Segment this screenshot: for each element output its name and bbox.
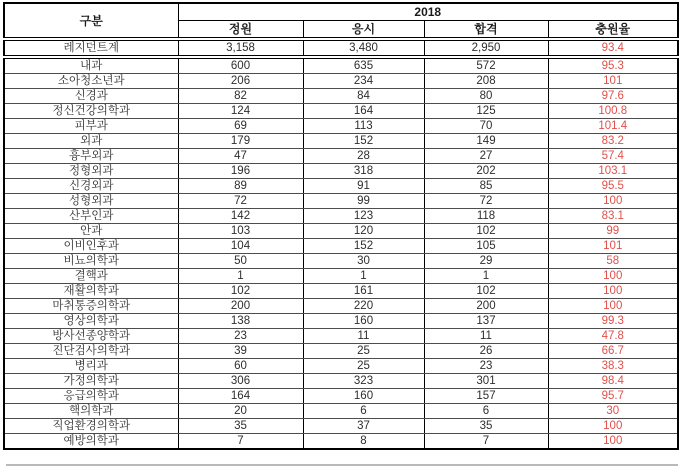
- applied-cell: 8: [303, 434, 424, 450]
- table-row: [4, 314, 678, 329]
- table-row: [4, 284, 678, 299]
- fill-rate-cell: 100: [548, 269, 678, 284]
- fill-rate-cell: 66.7: [548, 344, 678, 359]
- department-cell: 내과: [4, 57, 178, 74]
- quota-cell: 20: [178, 404, 303, 419]
- passed-cell: 102: [424, 224, 548, 239]
- department-cell: 직업환경의학과: [4, 419, 178, 434]
- table-row: [4, 57, 678, 74]
- fill-rate-cell: 100: [548, 419, 678, 434]
- fill-rate-cell: 100: [548, 194, 678, 209]
- department-cell: 진단검사의학과: [4, 344, 178, 359]
- table-row: [4, 179, 678, 194]
- col-header-year-2018: 2018: [178, 3, 678, 21]
- fill-rate-cell: 99: [548, 224, 678, 239]
- applied-cell: 1: [303, 269, 424, 284]
- department-cell: 재활의학과: [4, 284, 178, 299]
- fill-rate-cell: 101: [548, 74, 678, 89]
- applied-cell: 220: [303, 299, 424, 314]
- quota-cell: 1: [178, 269, 303, 284]
- fill-rate-cell: 101.4: [548, 119, 678, 134]
- applied-cell: 164: [303, 104, 424, 119]
- quota-cell: 104: [178, 239, 303, 254]
- passed-cell: 29: [424, 254, 548, 269]
- passed-cell: 202: [424, 164, 548, 179]
- quota-cell: 82: [178, 89, 303, 104]
- quota-cell: 600: [178, 57, 303, 74]
- passed-cell: 149: [424, 134, 548, 149]
- quota-cell: 39: [178, 344, 303, 359]
- table-row: [4, 344, 678, 359]
- table-body: [4, 39, 678, 449]
- quota-cell: 200: [178, 299, 303, 314]
- passed-cell: 301: [424, 374, 548, 389]
- department-cell: 이비인후과: [4, 239, 178, 254]
- table-row: [4, 254, 678, 269]
- fill-rate-cell: 83.2: [548, 134, 678, 149]
- department-cell: 응급의학과: [4, 389, 178, 404]
- quota-cell: 138: [178, 314, 303, 329]
- department-cell: 핵의학과: [4, 404, 178, 419]
- passed-cell: 70: [424, 119, 548, 134]
- department-cell: 병리과: [4, 359, 178, 374]
- department-cell: 결핵과: [4, 269, 178, 284]
- applied-cell: 160: [303, 314, 424, 329]
- fill-rate-cell: 83.1: [548, 209, 678, 224]
- department-cell: 흉부외과: [4, 149, 178, 164]
- passed-cell: 125: [424, 104, 548, 119]
- fill-rate-cell: 98.4: [548, 374, 678, 389]
- residency-statistics-table: [3, 2, 679, 450]
- total-passed-cell: 2,950: [424, 39, 548, 57]
- quota-cell: 23: [178, 329, 303, 344]
- department-cell: 피부과: [4, 119, 178, 134]
- passed-cell: 102: [424, 284, 548, 299]
- total-row: [4, 39, 678, 57]
- total-name-cell: 레지던트계: [4, 39, 178, 57]
- department-cell: 외과: [4, 134, 178, 149]
- applied-cell: 91: [303, 179, 424, 194]
- fill-rate-cell: 47.8: [548, 329, 678, 344]
- department-cell: 예방의학과: [4, 434, 178, 450]
- passed-cell: 27: [424, 149, 548, 164]
- applied-cell: 152: [303, 239, 424, 254]
- quota-cell: 7: [178, 434, 303, 450]
- passed-cell: 208: [424, 74, 548, 89]
- quota-cell: 196: [178, 164, 303, 179]
- applied-cell: 99: [303, 194, 424, 209]
- passed-cell: 572: [424, 57, 548, 74]
- fill-rate-cell: 30: [548, 404, 678, 419]
- department-cell: 방사선종양학과: [4, 329, 178, 344]
- quota-cell: 50: [178, 254, 303, 269]
- department-cell: 안과: [4, 224, 178, 239]
- quota-cell: 69: [178, 119, 303, 134]
- quota-cell: 102: [178, 284, 303, 299]
- passed-cell: 157: [424, 389, 548, 404]
- table-row: [4, 104, 678, 119]
- col-header-applied: 응시: [303, 21, 424, 40]
- fill-rate-cell: 100: [548, 434, 678, 450]
- department-cell: 성형외과: [4, 194, 178, 209]
- table-row: [4, 149, 678, 164]
- passed-cell: 6: [424, 404, 548, 419]
- header-row-year: [4, 3, 678, 21]
- quota-cell: 142: [178, 209, 303, 224]
- table-row: [4, 419, 678, 434]
- table-row: [4, 164, 678, 179]
- total-applied-cell: 3,480: [303, 39, 424, 57]
- table-row: [4, 194, 678, 209]
- quota-cell: 164: [178, 389, 303, 404]
- quota-cell: 72: [178, 194, 303, 209]
- table-row: [4, 389, 678, 404]
- applied-cell: 161: [303, 284, 424, 299]
- table-row: [4, 374, 678, 389]
- total-fill-rate-cell: 93.4: [548, 39, 678, 57]
- table-bottom-shadow-line: [6, 464, 678, 466]
- fill-rate-cell: 58: [548, 254, 678, 269]
- department-cell: 정신건강의학과: [4, 104, 178, 119]
- fill-rate-cell: 95.5: [548, 179, 678, 194]
- applied-cell: 11: [303, 329, 424, 344]
- applied-cell: 160: [303, 389, 424, 404]
- quota-cell: 35: [178, 419, 303, 434]
- table-header: [4, 3, 678, 39]
- department-cell: 영상의학과: [4, 314, 178, 329]
- passed-cell: 72: [424, 194, 548, 209]
- department-cell: 소아청소년과: [4, 74, 178, 89]
- col-header-quota: 정원: [178, 21, 303, 40]
- passed-cell: 26: [424, 344, 548, 359]
- fill-rate-cell: 100.8: [548, 104, 678, 119]
- passed-cell: 23: [424, 359, 548, 374]
- passed-cell: 118: [424, 209, 548, 224]
- fill-rate-cell: 101: [548, 239, 678, 254]
- applied-cell: 113: [303, 119, 424, 134]
- fill-rate-cell: 57.4: [548, 149, 678, 164]
- department-cell: 산부인과: [4, 209, 178, 224]
- table-row: [4, 299, 678, 314]
- table-row: [4, 89, 678, 104]
- applied-cell: 152: [303, 134, 424, 149]
- passed-cell: 7: [424, 434, 548, 450]
- department-cell: 비뇨의학과: [4, 254, 178, 269]
- quota-cell: 47: [178, 149, 303, 164]
- quota-cell: 179: [178, 134, 303, 149]
- applied-cell: 37: [303, 419, 424, 434]
- table-row: [4, 209, 678, 224]
- applied-cell: 25: [303, 344, 424, 359]
- department-cell: 마취통증의학과: [4, 299, 178, 314]
- quota-cell: 206: [178, 74, 303, 89]
- table-row: [4, 359, 678, 374]
- department-cell: 가정의학과: [4, 374, 178, 389]
- fill-rate-cell: 95.7: [548, 389, 678, 404]
- col-header-category: 구분: [4, 3, 178, 39]
- passed-cell: 137: [424, 314, 548, 329]
- fill-rate-cell: 100: [548, 299, 678, 314]
- table-row: [4, 329, 678, 344]
- applied-cell: 635: [303, 57, 424, 74]
- applied-cell: 323: [303, 374, 424, 389]
- fill-rate-cell: 95.3: [548, 57, 678, 74]
- applied-cell: 28: [303, 149, 424, 164]
- table-row: [4, 74, 678, 89]
- passed-cell: 35: [424, 419, 548, 434]
- quota-cell: 306: [178, 374, 303, 389]
- fill-rate-cell: 97.6: [548, 89, 678, 104]
- quota-cell: 124: [178, 104, 303, 119]
- passed-cell: 200: [424, 299, 548, 314]
- table-row: [4, 134, 678, 149]
- passed-cell: 80: [424, 89, 548, 104]
- col-header-passed: 합격: [424, 21, 548, 40]
- quota-cell: 89: [178, 179, 303, 194]
- applied-cell: 30: [303, 254, 424, 269]
- passed-cell: 1: [424, 269, 548, 284]
- total-quota-cell: 3,158: [178, 39, 303, 57]
- applied-cell: 318: [303, 164, 424, 179]
- department-cell: 신경과: [4, 89, 178, 104]
- applied-cell: 123: [303, 209, 424, 224]
- table-row: [4, 434, 678, 450]
- passed-cell: 11: [424, 329, 548, 344]
- table-row: [4, 404, 678, 419]
- table-row: [4, 224, 678, 239]
- quota-cell: 103: [178, 224, 303, 239]
- department-cell: 신경외과: [4, 179, 178, 194]
- col-header-fill-rate: 충원율: [548, 21, 678, 40]
- table-row: [4, 239, 678, 254]
- department-cell: 정형외과: [4, 164, 178, 179]
- fill-rate-cell: 103.1: [548, 164, 678, 179]
- fill-rate-cell: 100: [548, 284, 678, 299]
- applied-cell: 84: [303, 89, 424, 104]
- table-row: [4, 269, 678, 284]
- fill-rate-cell: 99.3: [548, 314, 678, 329]
- applied-cell: 120: [303, 224, 424, 239]
- fill-rate-cell: 38.3: [548, 359, 678, 374]
- passed-cell: 105: [424, 239, 548, 254]
- applied-cell: 25: [303, 359, 424, 374]
- passed-cell: 85: [424, 179, 548, 194]
- table-row: [4, 119, 678, 134]
- applied-cell: 234: [303, 74, 424, 89]
- applied-cell: 6: [303, 404, 424, 419]
- quota-cell: 60: [178, 359, 303, 374]
